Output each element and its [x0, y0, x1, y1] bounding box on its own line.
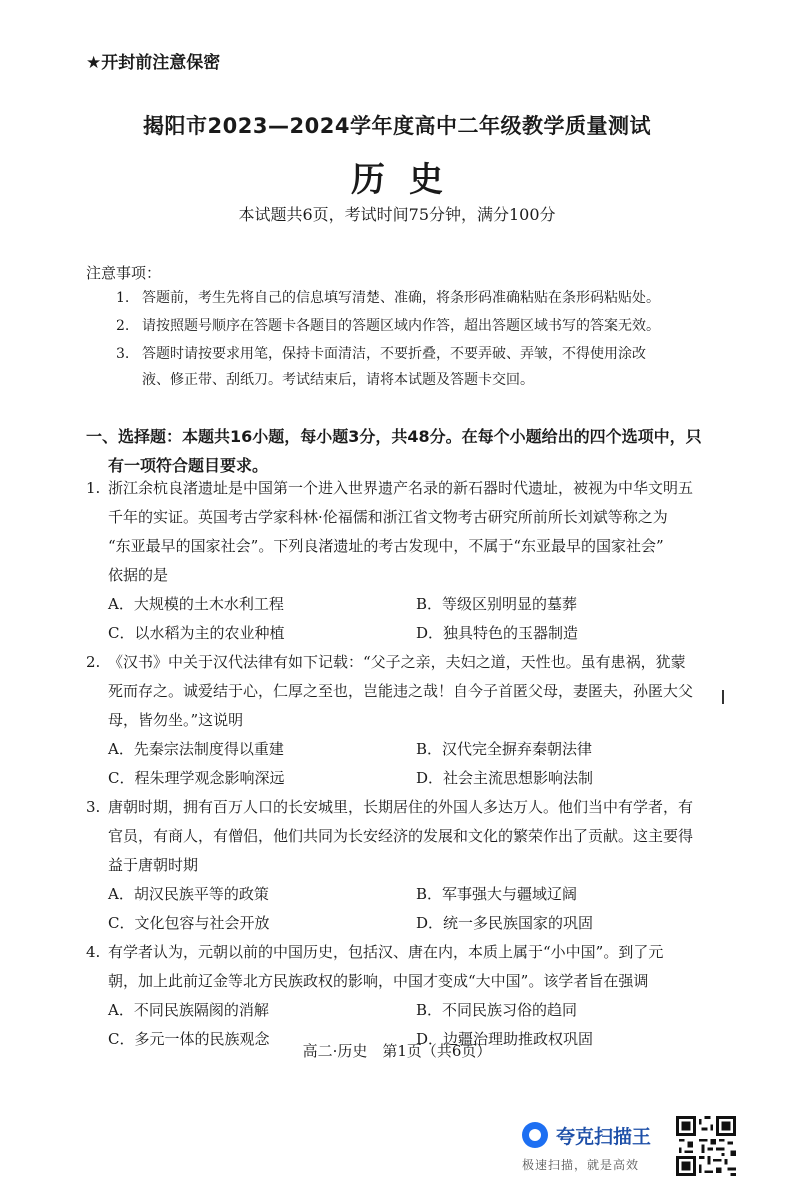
- section-heading: [86, 422, 716, 480]
- option-c: C．程朱理学观念影响深远: [108, 769, 285, 787]
- confidential-notice: ★开封前注意保密: [86, 53, 221, 73]
- option-a: A．大规模的土木水利工程: [108, 595, 284, 613]
- exam-info: 本试题共6页，考试时间75分钟，满分100分: [238, 205, 556, 224]
- note-item: [116, 340, 706, 369]
- question-line: [86, 648, 686, 677]
- option-a: A．不同民族隔阂的消解: [108, 1001, 269, 1019]
- question-text: 母，皆勿坐。”这说明: [108, 711, 244, 729]
- option-b: B．不同民族习俗的趋同: [416, 1001, 578, 1019]
- question-text: 唐朝时期，拥有百万人口的长安城里，长期居住的外国人多达万人。他们当中有学者，有: [108, 798, 694, 816]
- quark-logo-icon: [522, 1122, 548, 1148]
- option-c: C．文化包容与社会开放: [108, 914, 270, 932]
- scanner-watermark: [522, 1118, 672, 1178]
- section-heading-line: 有一项符合题目要求。: [108, 456, 269, 475]
- option-d: D．独具特色的玉器制造: [416, 624, 579, 642]
- note-text-continued: 液、修正带、刮纸刀。考试结束后，请将本试题及答题卡交回。: [142, 372, 534, 388]
- question-number: 1.: [86, 479, 101, 497]
- note-text: 答题前，考生先将自己的信息填写清楚、准确，将条形码准确粘贴在条形码粘贴处。: [142, 290, 660, 306]
- page-footer: 高二·历史 第1页（共6页）: [302, 1042, 492, 1060]
- option-c: C．多元一体的民族观念: [108, 1030, 270, 1048]
- note-number: 3.: [116, 346, 130, 362]
- option-d: D．统一多民族国家的巩固: [416, 914, 594, 932]
- question-number: 3.: [86, 798, 101, 816]
- option-d: D．边疆治理助推政权巩固: [416, 1030, 594, 1048]
- option-b: B．等级区别明显的墓葬: [416, 595, 578, 613]
- option-a: A．先秦宗法制度得以重建: [108, 740, 284, 758]
- question-line: [86, 793, 693, 822]
- question-text: 千年的实证。英国考古学家科林·伦福儒和浙江省文物考古研究所前所长刘斌等称之为: [108, 508, 668, 526]
- question-line: [86, 474, 693, 503]
- question-text: 朝，加上此前辽金等北方民族政权的影响，中国才变成“大中国”。该学者旨在强调: [108, 972, 649, 990]
- note-item: [116, 312, 706, 341]
- option-a: A．胡汉民族平等的政策: [108, 885, 269, 903]
- notes-heading: 注意事项：: [86, 264, 162, 282]
- note-number: 1.: [116, 290, 130, 306]
- exam-title: 揭阳市2023—2024学年度高中二年级教学质量测试: [143, 114, 651, 138]
- option-d: D．社会主流思想影响法制: [416, 769, 594, 787]
- section-heading-line: 一、选择题：本题共16小题，每小题3分，共48分。在每个小题给出的四个选项中，只: [86, 427, 702, 446]
- option-c: C．以水稻为主的农业种植: [108, 624, 285, 642]
- brand-slogan: 极速扫描，就是高效: [522, 1158, 640, 1172]
- option-b: B．汉代完全摒弃秦朝法律: [416, 740, 593, 758]
- brand-name: 夸克扫描王: [556, 1126, 652, 1148]
- question-line: [86, 938, 663, 967]
- note-number: 2.: [116, 318, 130, 334]
- question-text: 有学者认为，元朝以前的中国历史，包括汉、唐在内，本质上属于“小中国”。到了元: [108, 943, 664, 961]
- question-text: 死而存之。诚爱结于心，仁厚之至也，岂能违之哉！自今子首匿父母，妻匿夫，孙匿大父: [108, 682, 694, 700]
- option-b: B．军事强大与疆域辽阔: [416, 885, 578, 903]
- subject-title: 历史: [351, 160, 467, 200]
- note-text: 答题时请按要求用笔，保持卡面清洁，不要折叠，不要弄破、弄皱，不得使用涂改: [142, 346, 646, 362]
- question-text: 依据的是: [108, 566, 169, 584]
- question-number: 2.: [86, 653, 101, 671]
- scan-mark: [722, 690, 724, 704]
- question-text: “东亚最早的国家社会”。下列良渚遗址的考古发现中，不属于“东亚最早的国家社会”: [108, 537, 664, 555]
- qr-code-icon: [676, 1116, 736, 1176]
- question-text: 浙江余杭良渚遗址是中国第一个进入世界遗产名录的新石器时代遗址，被视为中华文明五: [108, 479, 694, 497]
- question-text: 益于唐朝时期: [108, 856, 199, 874]
- question-text: 官员，有商人，有僧侣，他们共同为长安经济的发展和文化的繁荣作出了贡献。这主要得: [108, 827, 694, 845]
- question-text: 《汉书》中关于汉代法律有如下记载：“父子之亲，夫妇之道，天性也。虽有患祸，犹蒙: [108, 653, 686, 671]
- note-item: [116, 284, 706, 313]
- note-text: 请按照题号顺序在答题卡各题目的答题区域内作答，超出答题区域书写的答案无效。: [142, 318, 660, 334]
- question-number: 4.: [86, 943, 101, 961]
